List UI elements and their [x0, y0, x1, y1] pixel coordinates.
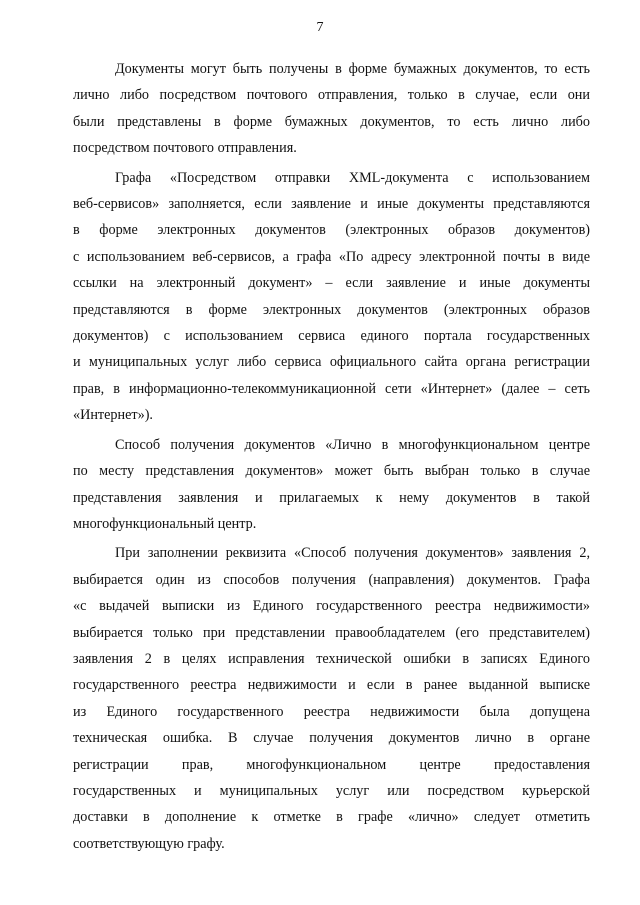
text-line: «Интернет»).	[73, 407, 153, 424]
text-line: При заполнении реквизита «Способ получения документов» заявления 2,	[115, 545, 590, 562]
text-line: выбирается один из способов получения (направления) документов. Графа	[73, 571, 590, 588]
text-line: веб-сервисов» заполняется, если заявление и иные документы представляются	[73, 196, 590, 213]
text-line: многофункциональный центр.	[73, 515, 257, 532]
document-body	[73, 56, 590, 860]
text-line: выбирается только при представлении правообладателем (его представителем)	[73, 624, 590, 641]
text-line: государственного реестра недвижимости и если в ранее выданной выписке	[73, 677, 590, 694]
text-line: в форме электронных документов (электронных образов документов)	[73, 222, 590, 239]
text-line: Документы могут быть получены в форме бумажных документов, то есть	[115, 61, 590, 77]
text-line: техническая ошибка. В случае получения документов лично в органе	[73, 730, 590, 747]
text-line: регистрации прав, многофункциональном центре предоставления	[73, 756, 590, 773]
text-line: документов) с использованием сервиса единого портала государственных	[73, 328, 590, 345]
text-line: посредством почтового отправления.	[73, 140, 297, 157]
text-line: соответствующую графу.	[73, 835, 225, 852]
text-line: были представлены в форме бумажных документов, то есть лично либо	[73, 113, 590, 130]
paragraph-mfc	[73, 432, 590, 538]
paragraph-xml-webservices	[73, 165, 590, 429]
text-line: прав, в информационно-телекоммуникационной сети «Интернет» (далее – сеть	[73, 380, 590, 397]
text-line: представляются в форме электронных документов (электронных образов	[73, 301, 590, 318]
text-line: по месту представления документов» может быть выбран только в случае	[73, 463, 590, 480]
text-line: «с выдачей выписки из Единого государственного реестра недвижимости»	[73, 598, 590, 615]
text-line: с использованием веб-сервисов, а графа «По адресу электронной почты в виде	[73, 248, 590, 265]
paragraph-delivery-paper	[73, 56, 590, 162]
text-line: Способ получения документов «Лично в многофункциональном центре	[115, 436, 590, 453]
text-line: и муниципальных услуг либо сервиса официального сайта органа регистрации	[73, 354, 590, 371]
text-line: Графа «Посредством отправки XML-документа с использованием	[115, 169, 590, 186]
text-line: заявления 2 в целях исправления технической ошибки в записях Единого	[73, 650, 590, 667]
page-number: 7	[316, 20, 324, 35]
text-line: ссылки на электронный документ» – если заявление и иные документы	[73, 275, 590, 292]
text-line: доставки в дополнение к отметке в графе «лично» следует отметить	[73, 809, 590, 826]
text-line: государственных и муниципальных услуг или посредством курьерской	[73, 782, 590, 799]
text-line: представления заявления и прилагаемых к нему документов в такой	[73, 489, 590, 506]
paragraph-application-2	[73, 540, 590, 857]
text-line: лично либо посредством почтового отправления, только в случае, если они	[73, 87, 590, 104]
text-line: из Единого государственного реестра недвижимости была допущена	[73, 703, 590, 720]
